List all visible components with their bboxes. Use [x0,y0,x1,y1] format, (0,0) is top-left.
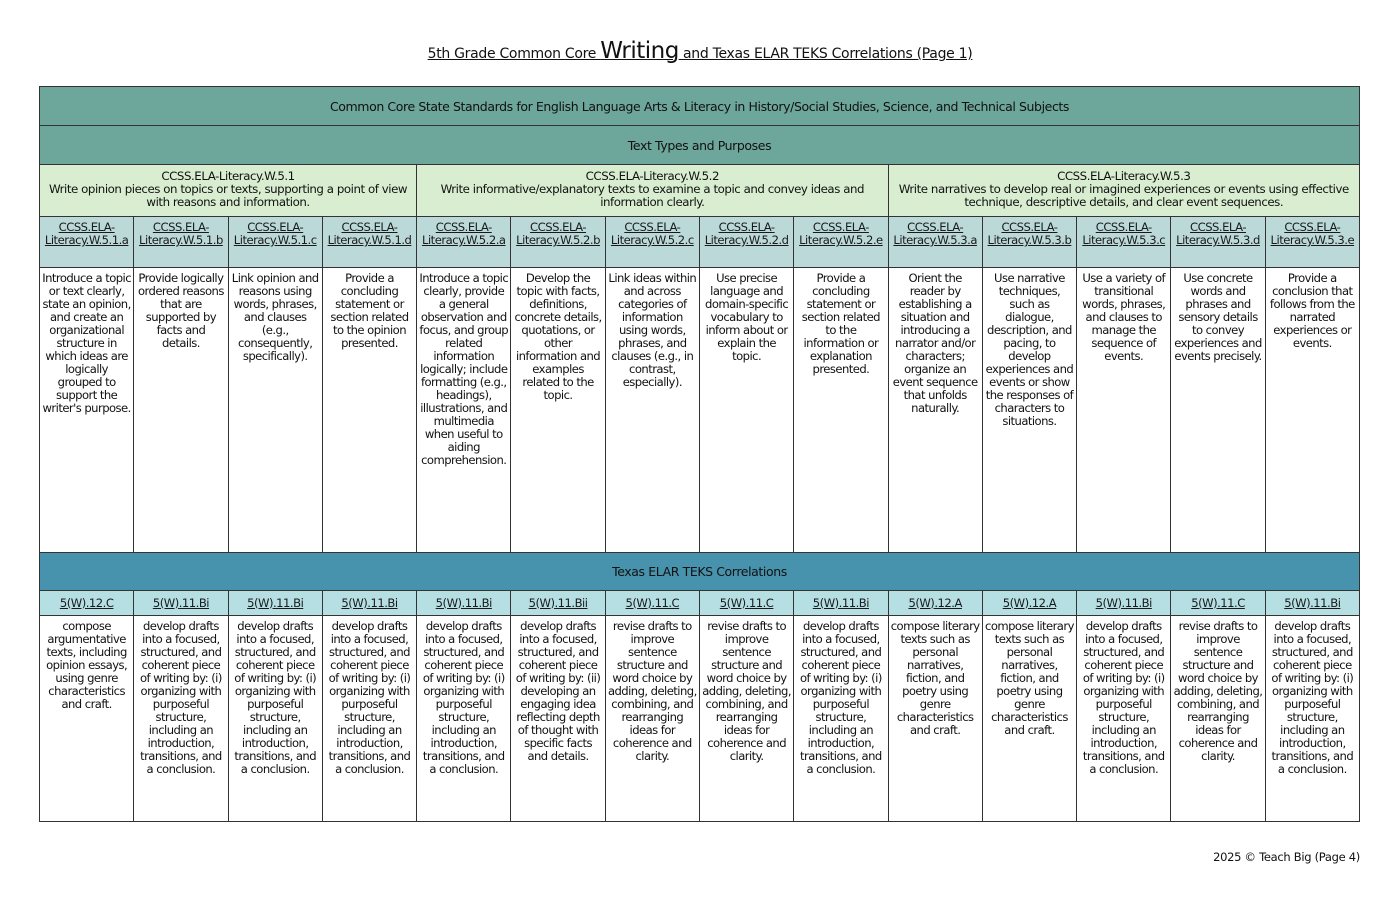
teks-code-cell [605,591,699,616]
teks-code-link[interactable]: 5(W).11.Bi [812,595,869,610]
teks-code-link[interactable]: 5(W).11.Bi [341,595,398,610]
title-pre: 5th Grade Common Core [427,46,601,62]
standard-header-row [40,165,1360,217]
correlation-table [39,86,1360,822]
standard-description: Write narratives to develop real or imagined experiences or events using effective technique, descriptive details, and clear event sequences. [898,182,1349,209]
substandard-code-cell [511,217,605,268]
substandard-text: Provide logically ordered reasons that are supported by facts and details. [134,268,228,553]
substandard-code-link[interactable]: CCSS.ELA-Literacy.W.5.3.d [1176,220,1260,247]
substandard-code-link[interactable]: CCSS.ELA-Literacy.W.5.1.b [139,220,223,247]
substandard-text: Link ideas within and across categories of information using words, phrases, and clauses (e.g., in contrast, especially). [605,268,699,553]
substandard-code-link[interactable]: CCSS.ELA-Literacy.W.5.2.e [799,220,883,247]
substandard-code-cell [1077,217,1171,268]
substandard-text: Introduce a topic clearly, provide a general observation and focus, and group related information logically; include formatting (e.g., headings), illustrations, and multimedia when useful to aiding comprehension. [417,268,511,553]
substandard-code-cell [134,217,228,268]
substandard-code-link[interactable]: CCSS.ELA-Literacy.W.5.1.a [44,220,129,247]
teks-banner: Texas ELAR TEKS Correlations [40,553,1360,591]
teks-code-link[interactable]: 5(W).11.C [1191,595,1245,610]
standard-code: CCSS.ELA-Literacy.W.5.3 [1057,169,1191,183]
subbanner-row [40,126,1360,165]
teks-code-cell [699,591,793,616]
ccss-banner: Common Core State Standards for English Language Arts & Literacy in History/Social Studies, Science, and Technical Subjects [40,87,1360,126]
teks-code-link[interactable]: 5(W).11.Bii [528,595,588,610]
standard-header [417,165,888,217]
substandard-text: Provide a concluding statement or section related to the opinion presented. [322,268,416,553]
substandard-code-cell [794,217,888,268]
substandard-code-link[interactable]: CCSS.ELA-Literacy.W.5.3.c [1082,220,1166,247]
page-footer: 2025 © Teach Big (Page 4) [1213,850,1360,864]
teks-code-link[interactable]: 5(W).12.A [1002,595,1057,610]
teks-code-link[interactable]: 5(W).11.Bi [152,595,210,610]
title-post: and Texas ELAR TEKS Correlations (Page 1) [678,46,973,62]
substandard-code-cell [322,217,416,268]
substandard-text: Develop the topic with facts, definitions, concrete details, quotations, or other information and examples related to the topic. [511,268,605,553]
teks-text: develop drafts into a focused, structured, and coherent piece of writing by: (i) organizing with purposeful structure, including an introduction, transitions, and a conclusion. [1265,616,1359,822]
teks-text: develop drafts into a focused, structured, and coherent piece of writing by: (i) organizing with purposeful structure, including an introduction, transitions, and a conclusion. [322,616,416,822]
teks-code-cell [888,591,982,616]
title-emphasis: Writing [600,38,679,64]
text-types-banner: Text Types and Purposes [40,126,1360,165]
substandard-text: Provide a concluding statement or section related to the information or explanation presented. [794,268,888,553]
teks-text: develop drafts into a focused, structured, and coherent piece of writing by: (i) organizing with purposeful structure, including an introduction, transitions, and a conclusion. [417,616,511,822]
substandard-code-cell [1265,217,1359,268]
substandard-code-cell [40,217,134,268]
substandard-text: Link opinion and reasons using words, phrases, and clauses (e.g., consequently, specifically). [228,268,322,553]
teks-text: develop drafts into a focused, structured, and coherent piece of writing by: (i) organizing with purposeful structure, including an introduction, transitions, and a conclusion. [794,616,888,822]
teks-code-cell [40,591,134,616]
substandard-text: Use precise language and domain-specific vocabulary to inform about or explain the topic. [699,268,793,553]
substandard-code-link[interactable]: CCSS.ELA-Literacy.W.5.2.d [704,220,789,247]
standard-code: CCSS.ELA-Literacy.W.5.2 [585,169,720,183]
banner-row [40,87,1360,126]
page-title [0,38,1400,64]
substandard-text: Use a variety of transitional words, phrases, and clauses to manage the sequence of events. [1077,268,1171,553]
teks-code-link[interactable]: 5(W).11.C [625,595,680,610]
teks-code-cell [982,591,1076,616]
teks-text: revise drafts to improve sentence structure and word choice by adding, deleting, combining, and rearranging ideas for coherence and clarity. [1171,616,1265,822]
teks-code-cell [417,591,511,616]
substandard-text-row [40,268,1360,553]
teks-text: compose literary texts such as personal narratives, fiction, and poetry using genre characteristics and craft. [888,616,982,822]
teks-code-link[interactable]: 5(W).12.C [59,595,114,610]
teks-code-link[interactable]: 5(W).11.Bi [247,595,304,610]
teks-code-link[interactable]: 5(W).12.A [908,595,962,610]
standard-code: CCSS.ELA-Literacy.W.5.1 [161,169,295,183]
teks-code-cell [1171,591,1265,616]
standard-description: Write opinion pieces on topics or texts, supporting a point of view with reasons and information. [48,182,408,209]
substandard-code-link[interactable]: CCSS.ELA-Literacy.W.5.2.c [610,220,694,247]
substandard-text: Use narrative techniques, such as dialogue, description, and pacing, to develop experiences and events or show the responses of characters to situations. [982,268,1076,553]
teks-code-row [40,591,1360,616]
substandard-code-link[interactable]: CCSS.ELA-Literacy.W.5.2.a [421,220,506,247]
substandard-code-cell [888,217,982,268]
teks-code-link[interactable]: 5(W).11.Bi [1284,595,1341,610]
substandard-code-cell [417,217,511,268]
substandard-code-row [40,217,1360,268]
substandard-text: Introduce a topic or text clearly, state an opinion, and create an organizational structure in which ideas are logically grouped to support the writer's purpose. [40,268,134,553]
standard-header [40,165,417,217]
substandard-code-link[interactable]: CCSS.ELA-Literacy.W.5.3.b [987,220,1072,247]
teks-text-row [40,616,1360,822]
teks-code-cell [511,591,605,616]
teks-text: revise drafts to improve sentence structure and word choice by adding, deleting, combining, and rearranging ideas for coherence and clarity. [605,616,699,822]
teks-banner-row [40,553,1360,591]
teks-code-cell [228,591,322,616]
teks-text: develop drafts into a focused, structured, and coherent piece of writing by: (i) organizing with purposeful structure, including an introduction, transitions, and a conclusion. [1077,616,1171,822]
substandard-text: Use concrete words and phrases and sensory details to convey experiences and events precisely. [1171,268,1265,553]
substandard-code-cell [228,217,322,268]
teks-code-cell [794,591,888,616]
teks-code-cell [134,591,228,616]
teks-code-cell [1077,591,1171,616]
teks-text: compose argumentative texts, including opinion essays, using genre characteristics and craft. [40,616,134,822]
teks-code-cell [322,591,416,616]
substandard-code-cell [982,217,1076,268]
substandard-text: Orient the reader by establishing a situation and introducing a narrator and/or characters; organize an event sequence that unfolds naturally. [888,268,982,553]
standard-description: Write informative/explanatory texts to examine a topic and convey ideas and information clearly. [440,182,865,209]
substandard-code-cell [699,217,793,268]
substandard-code-link[interactable]: CCSS.ELA-Literacy.W.5.2.b [516,220,600,247]
teks-text: revise drafts to improve sentence structure and word choice by adding, deleting, combining, and rearranging ideas for coherence and clarity. [699,616,793,822]
teks-code-cell [1265,591,1359,616]
teks-code-link[interactable]: 5(W).11.Bi [435,595,492,610]
teks-code-link[interactable]: 5(W).11.C [719,595,774,610]
teks-text: develop drafts into a focused, structured, and coherent piece of writing by: (ii) developing an engaging idea reflecting depth of thought with specific facts and details. [511,616,605,822]
substandard-text: Provide a conclusion that follows from the narrated experiences or events. [1265,268,1359,553]
substandard-code-link[interactable]: CCSS.ELA-Literacy.W.5.3.e [1270,220,1355,247]
substandard-code-link[interactable]: CCSS.ELA-Literacy.W.5.3.a [893,220,977,247]
teks-text: compose literary texts such as personal narratives, fiction, and poetry using genre characteristics and craft. [982,616,1076,822]
teks-text: develop drafts into a focused, structured, and coherent piece of writing by: (i) organizing with purposeful structure, including an introduction, transitions, and a conclusion. [228,616,322,822]
teks-text: develop drafts into a focused, structured, and coherent piece of writing by: (i) organizing with purposeful structure, including an introduction, transitions, and a conclusion. [134,616,228,822]
standard-header [888,165,1359,217]
substandard-code-cell [605,217,699,268]
teks-code-link[interactable]: 5(W).11.Bi [1095,595,1152,610]
substandard-code-link[interactable]: CCSS.ELA-Literacy.W.5.1.c [233,220,317,247]
substandard-code-link[interactable]: CCSS.ELA-Literacy.W.5.1.d [327,220,412,247]
substandard-code-cell [1171,217,1265,268]
